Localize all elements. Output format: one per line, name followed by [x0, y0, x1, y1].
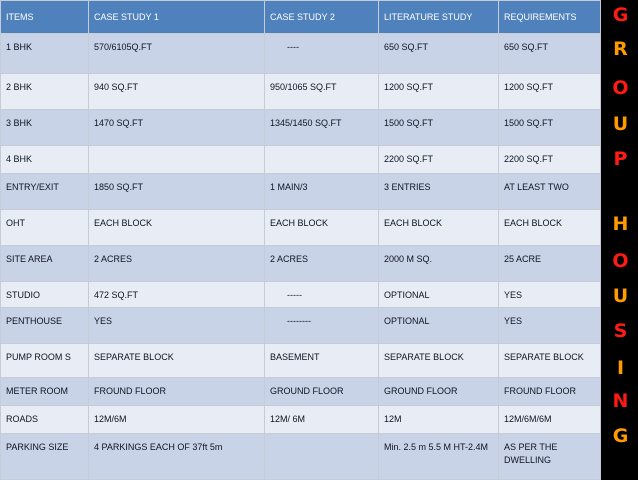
side-title-letter: H	[612, 213, 629, 235]
cell-item: PARKING SIZE	[1, 434, 89, 480]
cell-case-study-1: 12M/6M	[89, 406, 265, 434]
cell-item: OHT	[1, 210, 89, 246]
cell-case-study-1: EACH BLOCK	[89, 210, 265, 246]
cell-requirements: 2200 SQ.FT	[499, 146, 601, 174]
cell-item: SITE AREA	[1, 246, 89, 282]
cell-item: METER ROOM	[1, 378, 89, 406]
cell-case-study-2: -----	[265, 282, 379, 308]
cell-case-study-1: 570/6105Q.FT	[89, 34, 265, 74]
cell-item: PENTHOUSE	[1, 308, 89, 344]
cell-item: STUDIO	[1, 282, 89, 308]
cell-case-study-1: FROUND FLOOR	[89, 378, 265, 406]
cell-case-study-1: SEPARATE BLOCK	[89, 344, 265, 378]
header-case-study-2: CASE STUDY 2	[265, 1, 379, 34]
cell-case-study-2: GROUND FLOOR	[265, 378, 379, 406]
cell-item: PUMP ROOM S	[1, 344, 89, 378]
cell-literature-study: 2000 M SQ.	[379, 246, 499, 282]
side-title-letter: U	[612, 285, 629, 307]
side-title-letter: I	[616, 357, 625, 379]
cell-case-study-1: 940 SQ.FT	[89, 74, 265, 110]
cell-case-study-1: 472 SQ.FT	[89, 282, 265, 308]
side-title-letter: P	[613, 148, 628, 170]
cell-case-study-2: 2 ACRES	[265, 246, 379, 282]
cell-case-study-2: BASEMENT	[265, 344, 379, 378]
cell-item: ROADS	[1, 406, 89, 434]
header-requirements: REQUIREMENTS	[499, 1, 601, 34]
side-title-group-housing	[603, 0, 638, 479]
cell-item: 1 BHK	[1, 34, 89, 74]
table-row	[1, 406, 601, 434]
cell-requirements: 12M/6M/6M	[499, 406, 601, 434]
cell-requirements: YES	[499, 282, 601, 308]
cell-requirements: 1200 SQ.FT	[499, 74, 601, 110]
side-title-letter: U	[612, 113, 629, 135]
cell-literature-study: OPTIONAL	[379, 308, 499, 344]
table-row	[1, 344, 601, 378]
header-literature-study: LITERATURE STUDY	[379, 1, 499, 34]
cell-requirements: FROUND FLOOR	[499, 378, 601, 406]
cell-case-study-1: YES	[89, 308, 265, 344]
cell-case-study-1: 1850 SQ.FT	[89, 174, 265, 210]
side-title-letter: O	[612, 77, 629, 99]
cell-case-study-2: --------	[265, 308, 379, 344]
cell-requirements: 1500 SQ.FT	[499, 110, 601, 146]
cell-case-study-2	[265, 146, 379, 174]
cell-case-study-1: 4 PARKINGS EACH OF 37ft 5m	[89, 434, 265, 480]
cell-case-study-1: 2 ACRES	[89, 246, 265, 282]
side-title-letter: R	[613, 38, 628, 60]
cell-case-study-2: 950/1065 SQ.FT	[265, 74, 379, 110]
cell-case-study-2: 1345/1450 SQ.FT	[265, 110, 379, 146]
cell-literature-study: Min. 2.5 m 5.5 M HT-2.4M	[379, 434, 499, 480]
table-row	[1, 146, 601, 174]
table-row	[1, 308, 601, 344]
cell-requirements: 650 SQ.FT	[499, 34, 601, 74]
side-title-letter: G	[612, 425, 629, 447]
cell-case-study-2: 12M/ 6M	[265, 406, 379, 434]
cell-case-study-2: 1 MAIN/3	[265, 174, 379, 210]
cell-literature-study: GROUND FLOOR	[379, 378, 499, 406]
cell-literature-study: 2200 SQ.FT	[379, 146, 499, 174]
cell-requirements: 25 ACRE	[499, 246, 601, 282]
cell-case-study-2: ----	[265, 34, 379, 74]
table-row	[1, 74, 601, 110]
cell-requirements: YES	[499, 308, 601, 344]
cell-requirements: AS PER THE DWELLING	[499, 434, 601, 480]
table-row	[1, 246, 601, 282]
cell-literature-study: 12M	[379, 406, 499, 434]
cell-literature-study: 650 SQ.FT	[379, 34, 499, 74]
side-title-letter: N	[612, 390, 629, 412]
cell-literature-study: EACH BLOCK	[379, 210, 499, 246]
table-row	[1, 434, 601, 480]
cell-literature-study: OPTIONAL	[379, 282, 499, 308]
table-body	[1, 34, 601, 480]
cell-item: ENTRY/EXIT	[1, 174, 89, 210]
cell-literature-study: 3 ENTRIES	[379, 174, 499, 210]
cell-item: 3 BHK	[1, 110, 89, 146]
side-title-letter: S	[613, 320, 628, 342]
cell-requirements: AT LEAST TWO	[499, 174, 601, 210]
table-row	[1, 210, 601, 246]
table-row	[1, 282, 601, 308]
header-items: ITEMS	[1, 1, 89, 34]
table-row	[1, 378, 601, 406]
cell-literature-study: SEPARATE BLOCK	[379, 344, 499, 378]
cell-item: 2 BHK	[1, 74, 89, 110]
cell-case-study-1: 1470 SQ.FT	[89, 110, 265, 146]
cell-case-study-2: EACH BLOCK	[265, 210, 379, 246]
cell-item: 4 BHK	[1, 146, 89, 174]
cell-case-study-2	[265, 434, 379, 480]
table-row	[1, 34, 601, 74]
cell-requirements: EACH BLOCK	[499, 210, 601, 246]
cell-requirements: SEPARATE BLOCK	[499, 344, 601, 378]
table-row	[1, 174, 601, 210]
header-case-study-1: CASE STUDY 1	[89, 1, 265, 34]
table-row	[1, 110, 601, 146]
side-title-letter: O	[612, 250, 629, 272]
cell-literature-study: 1500 SQ.FT	[379, 110, 499, 146]
cell-literature-study: 1200 SQ.FT	[379, 74, 499, 110]
side-title-letter: G	[612, 4, 629, 26]
cell-case-study-1	[89, 146, 265, 174]
header-row	[1, 1, 601, 34]
